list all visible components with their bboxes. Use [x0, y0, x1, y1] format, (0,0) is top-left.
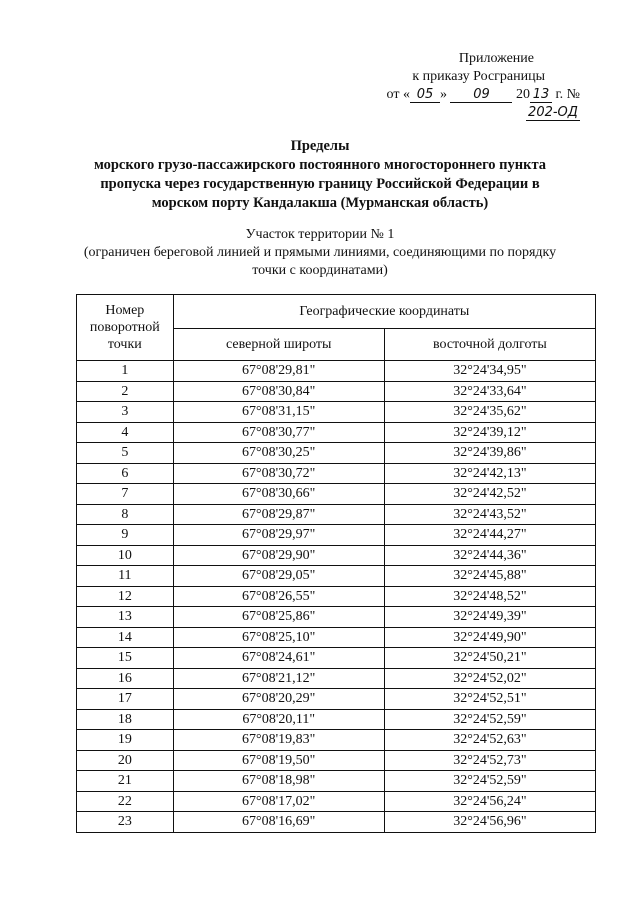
table-row: [77, 730, 596, 751]
column-header-number: Номер поворотной точки: [77, 295, 174, 361]
longitude-cell: 32°24'49,90": [384, 627, 595, 648]
longitude-cell: 32°24'48,52": [384, 586, 595, 607]
point-number-cell: 10: [77, 545, 174, 566]
longitude-cell: 32°24'56,96": [384, 812, 595, 833]
longitude-cell: 32°24'52,73": [384, 750, 595, 771]
date-prefix: от «: [386, 87, 410, 102]
longitude-cell: 32°24'42,13": [384, 463, 595, 484]
latitude-cell: 67°08'19,50": [173, 750, 384, 771]
latitude-cell: 67°08'30,25": [173, 443, 384, 464]
longitude-cell: 32°24'49,39": [384, 607, 595, 628]
table-row: [77, 545, 596, 566]
table-row: [77, 484, 596, 505]
point-number-cell: 23: [77, 812, 174, 833]
latitude-cell: 67°08'20,29": [173, 689, 384, 710]
table-row: [77, 525, 596, 546]
latitude-cell: 67°08'31,15": [173, 402, 384, 423]
longitude-cell: 32°24'44,36": [384, 545, 595, 566]
point-number-cell: 4: [77, 422, 174, 443]
longitude-cell: 32°24'33,64": [384, 381, 595, 402]
table-row: [77, 791, 596, 812]
latitude-cell: 67°08'16,69": [173, 812, 384, 833]
appendix-order-ref: к приказу Росграницы: [412, 69, 545, 84]
longitude-cell: 32°24'52,63": [384, 730, 595, 751]
latitude-cell: 67°08'21,12": [173, 668, 384, 689]
table-row: [77, 381, 596, 402]
table-row: [77, 771, 596, 792]
longitude-cell: 32°24'44,27": [384, 525, 595, 546]
point-number-cell: 7: [77, 484, 174, 505]
table-body: [77, 361, 596, 833]
table-row: [77, 709, 596, 730]
title-line-1: Пределы: [290, 138, 350, 154]
point-number-cell: 18: [77, 709, 174, 730]
latitude-cell: 67°08'29,05": [173, 566, 384, 587]
section-heading: Участок территории № 1: [245, 227, 395, 242]
section-note-line-2: точки с координатами): [252, 263, 388, 278]
section-heading-block: [50, 226, 590, 280]
point-number-cell: 5: [77, 443, 174, 464]
latitude-cell: 67°08'19,83": [173, 730, 384, 751]
latitude-cell: 67°08'29,87": [173, 504, 384, 525]
longitude-cell: 32°24'56,24": [384, 791, 595, 812]
point-number-cell: 15: [77, 648, 174, 669]
point-number-cell: 19: [77, 730, 174, 751]
latitude-cell: 67°08'30,84": [173, 381, 384, 402]
point-number-cell: 17: [77, 689, 174, 710]
longitude-cell: 32°24'52,59": [384, 771, 595, 792]
point-number-cell: 3: [77, 402, 174, 423]
point-number-cell: 12: [77, 586, 174, 607]
table-row: [77, 443, 596, 464]
point-number-cell: 1: [77, 361, 174, 382]
date-day: 05: [410, 87, 440, 103]
table-row: [77, 422, 596, 443]
table-row: [77, 566, 596, 587]
longitude-cell: 32°24'52,02": [384, 668, 595, 689]
latitude-cell: 67°08'24,61": [173, 648, 384, 669]
latitude-cell: 67°08'25,86": [173, 607, 384, 628]
latitude-cell: 67°08'25,10": [173, 627, 384, 648]
longitude-cell: 32°24'52,59": [384, 709, 595, 730]
longitude-cell: 32°24'45,88": [384, 566, 595, 587]
latitude-cell: 67°08'29,97": [173, 525, 384, 546]
point-number-cell: 21: [77, 771, 174, 792]
longitude-cell: 32°24'52,51": [384, 689, 595, 710]
table-row: [77, 627, 596, 648]
title-line-2: морского грузо-пассажирского постоянного многостороннего пункта: [93, 157, 547, 173]
table-row: [77, 361, 596, 382]
table-row: [77, 463, 596, 484]
longitude-cell: 32°24'42,52": [384, 484, 595, 505]
table-row: [77, 586, 596, 607]
point-number-cell: 13: [77, 607, 174, 628]
latitude-cell: 67°08'30,77": [173, 422, 384, 443]
date-year: 13: [530, 87, 552, 103]
table-row: [77, 607, 596, 628]
section-note-line-1: (ограничен береговой линией и прямыми линиями, соединяющими по порядку: [83, 245, 557, 260]
date-month: 09: [450, 87, 512, 103]
point-number-cell: 2: [77, 381, 174, 402]
point-number-cell: 9: [77, 525, 174, 546]
appendix-date-line: [330, 86, 580, 122]
table-row: [77, 648, 596, 669]
longitude-cell: 32°24'35,62": [384, 402, 595, 423]
latitude-cell: 67°08'29,90": [173, 545, 384, 566]
point-number-cell: 16: [77, 668, 174, 689]
point-number-cell: 22: [77, 791, 174, 812]
title-line-4: морском порту Кандалакша (Мурманская область): [151, 195, 489, 211]
point-number-cell: 11: [77, 566, 174, 587]
point-number-cell: 14: [77, 627, 174, 648]
longitude-cell: 32°24'50,21": [384, 648, 595, 669]
order-number: 202-ОД: [526, 105, 580, 121]
document-title: [60, 137, 580, 213]
longitude-cell: 32°24'39,86": [384, 443, 595, 464]
latitude-cell: 67°08'20,11": [173, 709, 384, 730]
latitude-cell: 67°08'17,02": [173, 791, 384, 812]
point-number-cell: 6: [77, 463, 174, 484]
table-row: [77, 504, 596, 525]
point-number-cell: 20: [77, 750, 174, 771]
table-row: [77, 750, 596, 771]
column-header-longitude: восточной долготы: [384, 329, 595, 361]
title-line-3: пропуска через государственную границу Российской Федерации в: [100, 176, 540, 192]
table-row: [77, 689, 596, 710]
appendix-block: [330, 50, 580, 122]
table-row: [77, 812, 596, 833]
column-header-geo: Географические координаты: [173, 295, 595, 329]
date-suffix: г. №: [555, 87, 580, 102]
longitude-cell: 32°24'39,12": [384, 422, 595, 443]
latitude-cell: 67°08'30,66": [173, 484, 384, 505]
latitude-cell: 67°08'29,81": [173, 361, 384, 382]
longitude-cell: 32°24'34,95": [384, 361, 595, 382]
date-year-prefix: 20: [515, 87, 530, 102]
latitude-cell: 67°08'26,55": [173, 586, 384, 607]
latitude-cell: 67°08'18,98": [173, 771, 384, 792]
latitude-cell: 67°08'30,72": [173, 463, 384, 484]
date-mid: »: [439, 87, 447, 102]
appendix-title: Приложение: [458, 51, 534, 66]
longitude-cell: 32°24'43,52": [384, 504, 595, 525]
point-number-cell: 8: [77, 504, 174, 525]
column-header-latitude: северной широты: [173, 329, 384, 361]
coordinates-table: [76, 294, 596, 833]
table-row: [77, 402, 596, 423]
table-row: [77, 668, 596, 689]
